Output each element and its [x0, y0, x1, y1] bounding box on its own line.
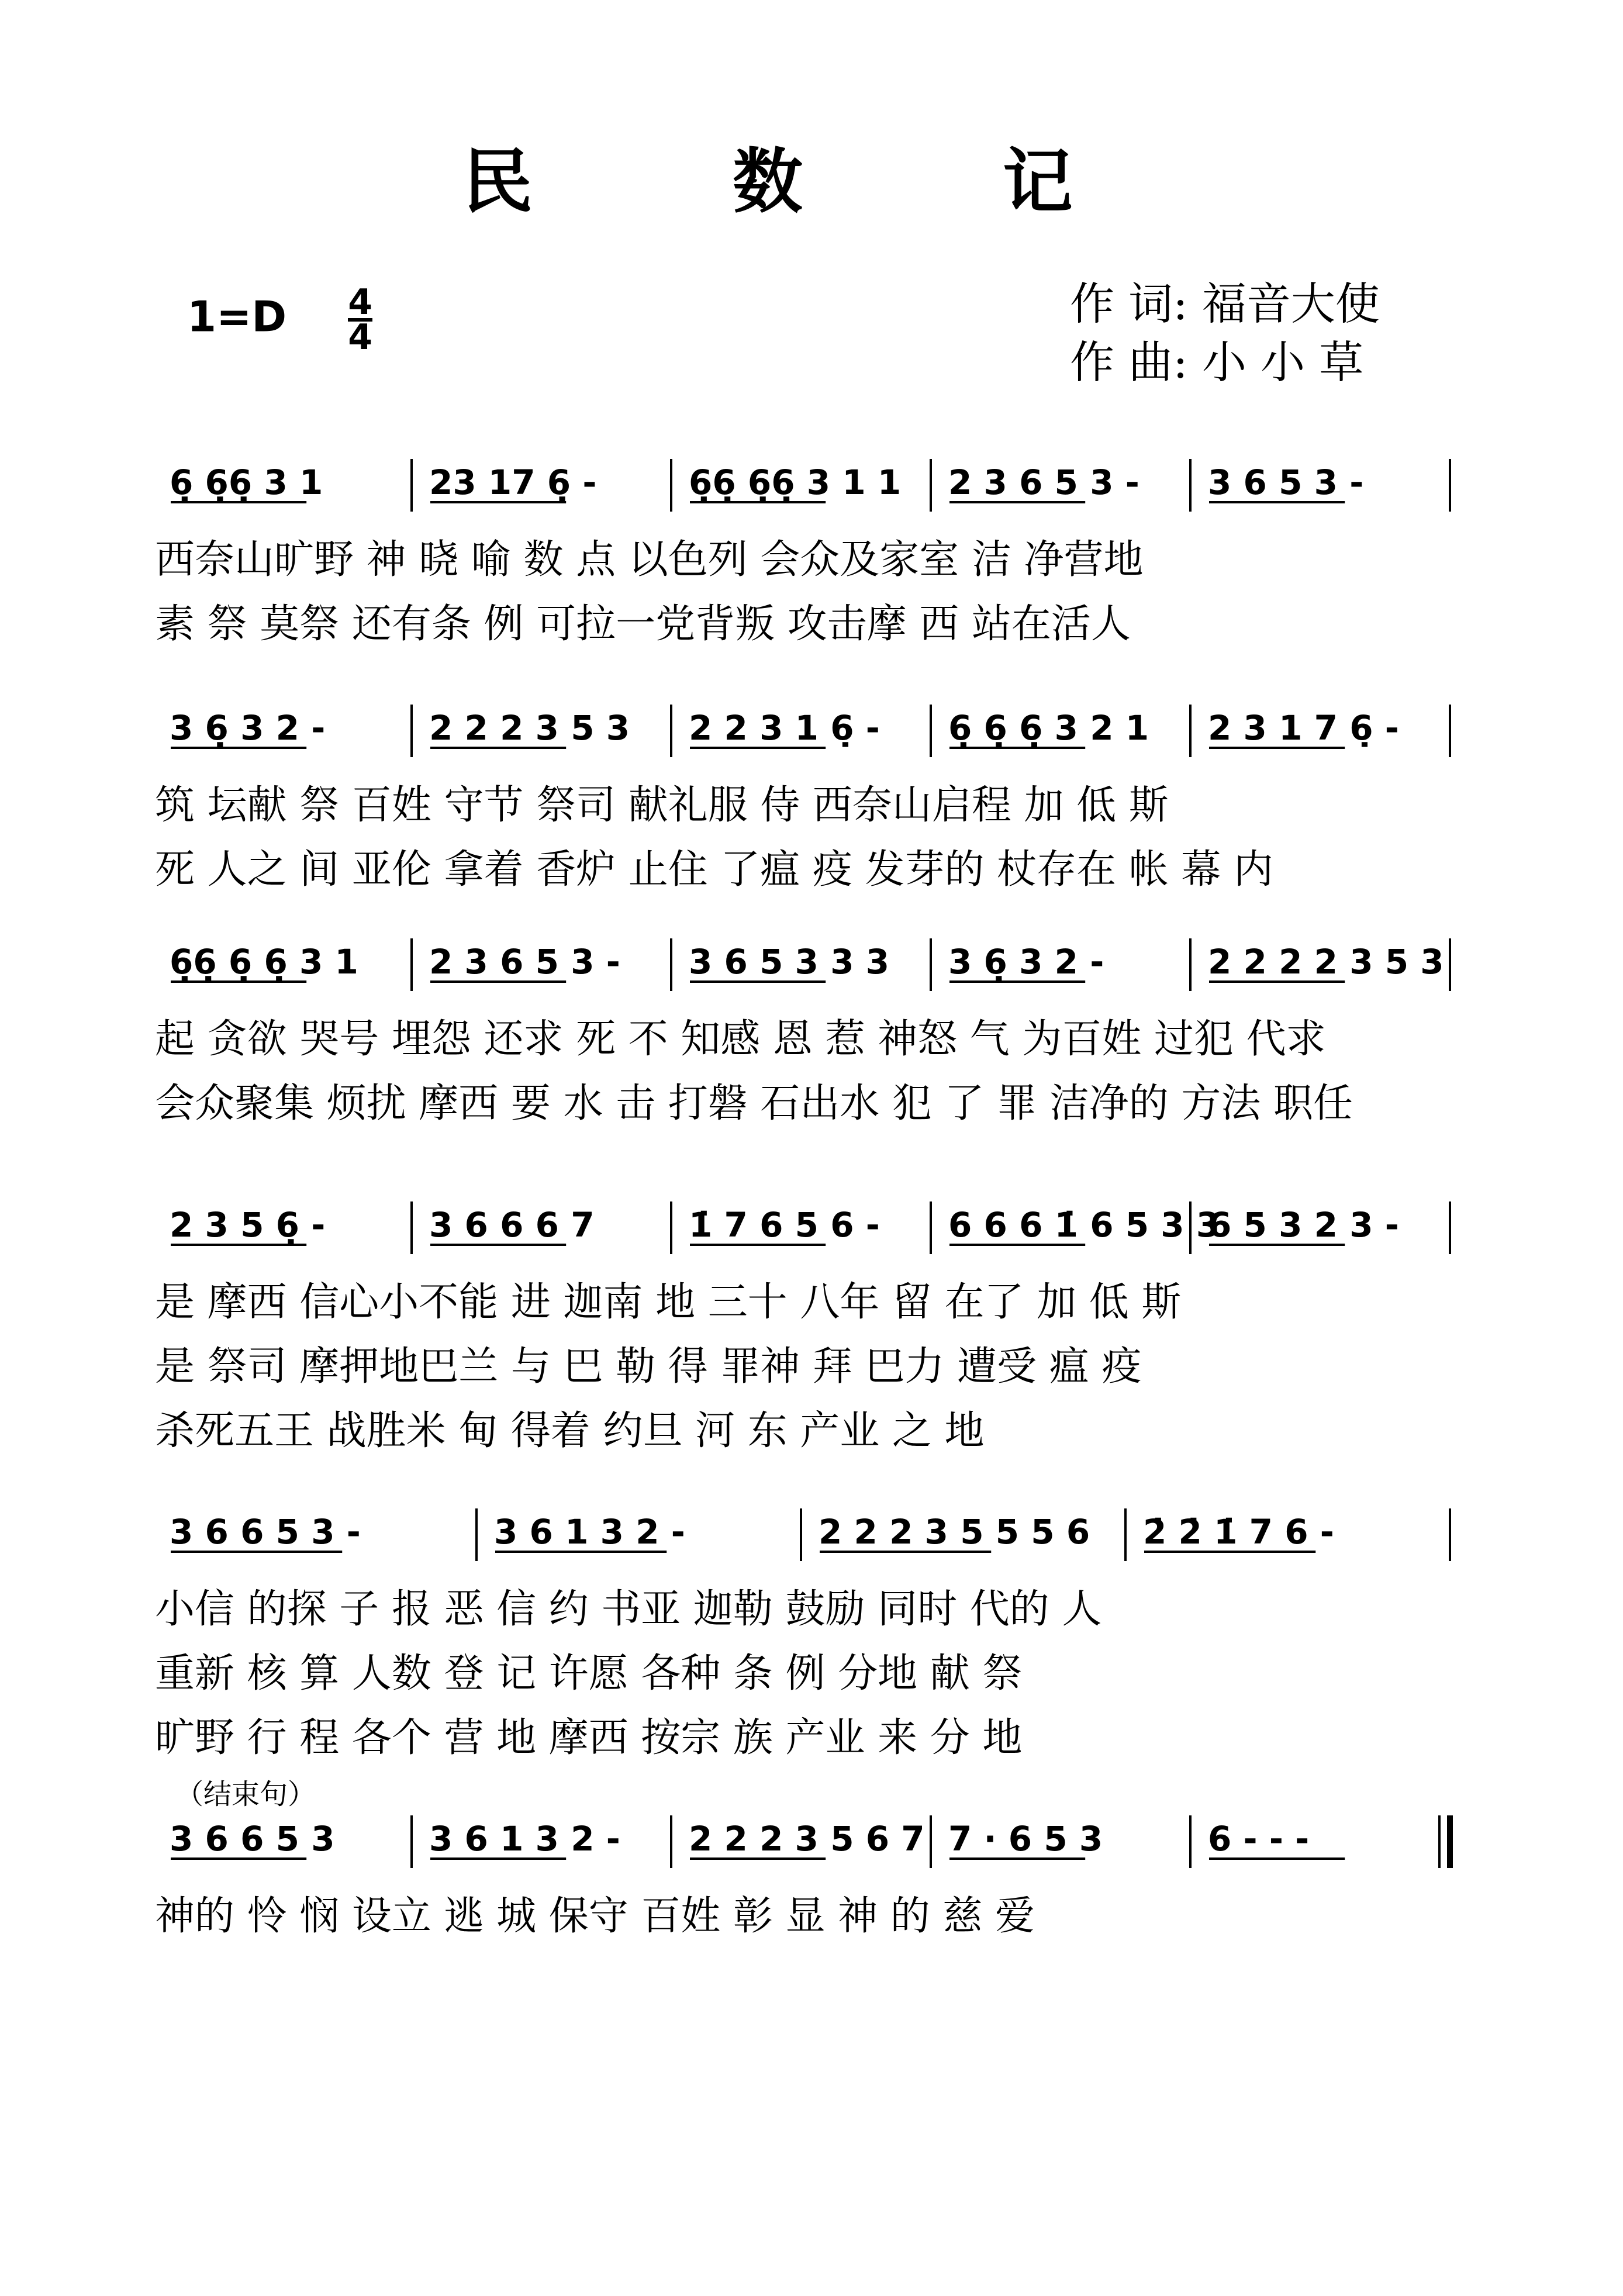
- ending-label: （结束句）: [175, 1778, 316, 1811]
- credit-label: 作 曲:: [1070, 336, 1188, 388]
- page-title: 民 数 记: [462, 140, 1161, 223]
- measure: 2 3 6 5 3 -: [948, 462, 1139, 502]
- lyric-line: 是 摩西 信心小不能 进 迦南 地 三十 八年 留 在了 加 低 斯: [155, 1279, 1182, 1325]
- measure: 2 2 2 3 5 6 7: [689, 1819, 925, 1859]
- lyric-line: 重新 核 算 人数 登 记 许愿 各种 条 例 分地 献 祭: [155, 1651, 1023, 1697]
- key-label: 1=D: [187, 292, 287, 341]
- measure: 6̣6̣ 6̣ 6̣ 3 1: [170, 942, 358, 982]
- measure: 2 2 2 2 3 5 3: [1208, 942, 1444, 982]
- lyric-line: 起 贪欲 哭号 埋怨 还求 死 不 知感 恩 惹 神怒 气 为百姓 过犯 代求: [155, 1016, 1326, 1062]
- lyric-line: 会众聚集 烦扰 摩西 要 水 击 打磐 石出水 犯 了 罪 洁净的 方法 职任: [155, 1080, 1353, 1127]
- measure: 3 6̣ 3 2 -: [170, 708, 326, 748]
- measure: 7 · 6 5 3: [948, 1819, 1103, 1859]
- measure: 1̇ 7 6 5 6 -: [689, 1205, 880, 1245]
- lyric-line: 小信 的探 子 报 恶 信 约 书亚 迦勒 鼓励 同时 代的 人: [155, 1586, 1102, 1632]
- measure: 3 6 1 3 2 -: [429, 1819, 620, 1859]
- measure: 6 6 6 1̇ 6 5 3 3: [948, 1205, 1220, 1245]
- measure: 2 2 2 3 5 5 5 6: [819, 1512, 1090, 1552]
- credit-label: 作 词:: [1070, 278, 1188, 330]
- measure: 2 2 3 1 6̣ -: [689, 708, 880, 748]
- measure: 3 6 6 5 3 -: [170, 1512, 361, 1552]
- lyric-line: 西奈山旷野 神 晓 喻 数 点 以色列 会众及家室 洁 净营地: [155, 537, 1144, 583]
- lyric-line: 旷野 行 程 各个 营 地 摩西 按宗 族 产业 来 分 地: [155, 1715, 1023, 1761]
- measure: 3 6 1 3 2 -: [494, 1512, 685, 1552]
- lyric-line: 素 祭 莫祭 还有条 例 可拉一党背叛 攻击摩 西 站在活人: [155, 601, 1131, 647]
- lyric-line: 是 祭司 摩押地巴兰 与 巴 勒 得 罪神 拜 巴力 遭受 瘟 疫: [155, 1344, 1142, 1390]
- measure: 6̣ 6̣ 6̣ 3 2 1: [948, 708, 1149, 748]
- measure: 2 3 5 6̣ -: [170, 1205, 326, 1245]
- lyric-line: 死 人之 间 亚伦 拿着 香炉 止住 了瘟 疫 发芽的 杖存在 帐 幕 内: [155, 847, 1273, 893]
- measure: 2̇ 2̇ 1̇ 7 6 -: [1143, 1512, 1334, 1552]
- measure: 3 6 5 3 -: [1208, 462, 1364, 502]
- lyric-line: 杀死五王 战胜米 甸 得着 约旦 河 东 产业 之 地: [155, 1408, 985, 1454]
- measure: 6 - - -: [1208, 1819, 1310, 1859]
- measure: 6̣ 6̣6̣ 3 1: [170, 462, 323, 502]
- measure: 6̣6̣ 6̣6̣ 3 1 1: [689, 462, 902, 502]
- credit-value: 小 小 草: [1201, 336, 1364, 388]
- lyric-line: 神的 怜 悯 设立 逃 城 保守 百姓 彰 显 神 的 慈 爱: [155, 1893, 1035, 1939]
- measure: 3 6 6 6 7: [429, 1205, 595, 1245]
- lyric-line: 筑 坛献 祭 百姓 守节 祭司 献礼服 侍 西奈山启程 加 低 斯: [155, 782, 1169, 828]
- measure: 2 2 2 3 5 3: [429, 708, 630, 748]
- time-bottom: 4: [348, 317, 373, 358]
- time-top: 4: [348, 282, 373, 323]
- measure: 2 3 6 5 3 -: [429, 942, 620, 982]
- credit-value: 福音大使: [1201, 278, 1380, 330]
- measure: 2 3 1 7 6̣ -: [1208, 708, 1399, 748]
- measure: 23 17 6̣ -: [429, 462, 597, 502]
- measure: 3 6 6 5 3: [170, 1819, 335, 1859]
- measure: 6 5 3 2 3 -: [1208, 1205, 1399, 1245]
- measure: 3 6 5 3 3 3: [689, 942, 890, 982]
- measure: 3 6̣ 3 2 -: [948, 942, 1104, 982]
